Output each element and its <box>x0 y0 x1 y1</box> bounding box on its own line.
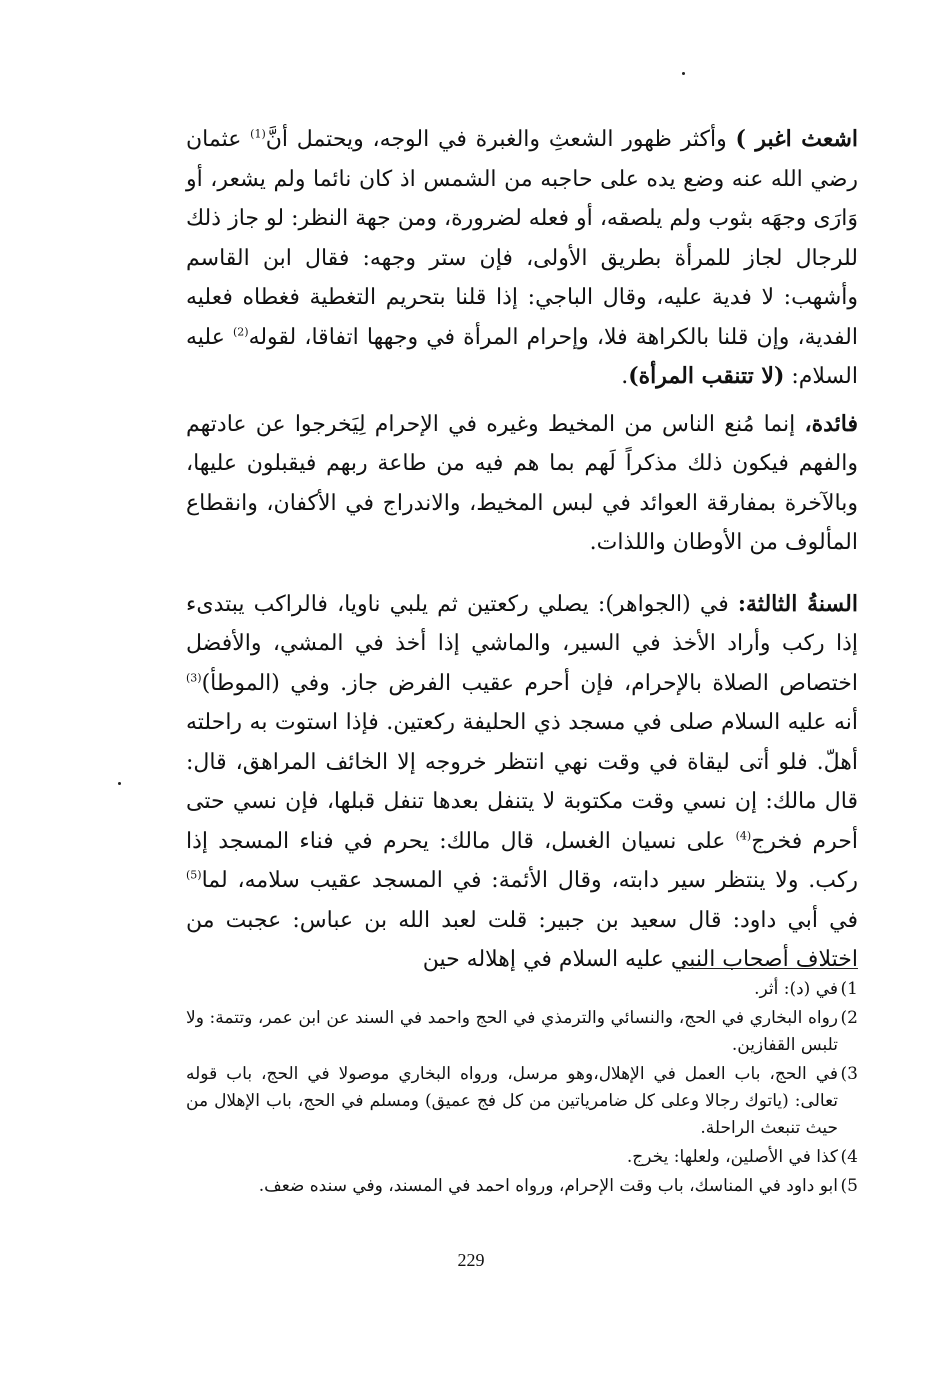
page-number: 229 <box>457 1250 485 1270</box>
footnote-number: 3) <box>840 1064 858 1084</box>
footnote-text: في (د): أثر. <box>754 979 838 999</box>
paragraph-3-text-b: أنه عليه السلام صلى في مسجد ذي الحليفة ركعتين. فإذا استوت به راحلته أهلّ. فلو أتى ليقاة في وقت نهي انتظر خروجه إلا الخائف المراهق، قال: قال مالك: إن نسي وقت مكتوبة لا يتنفل بعدها تنفل قبلها، فإن نسي حتى أحرم فخرج <box>186 710 858 854</box>
paragraph-1-text-c: عليه السلام: <box>186 324 858 389</box>
hadith-quote: (لا تتنقب المرأة) <box>628 363 785 389</box>
paragraph-1 <box>186 120 858 397</box>
paragraph-1-text-b: عثمان رضي الله عنه وضع يده على حاجبه من الشمس اذ كان نائما ولم يشعر، أو وَارَى وجهَه بثوب ولم يلصقه، أو فعله لضرورة، ومن جهة النظر: لو جاز ذلك للرجال لجاز للمرأة بطريق الأولى، فإن ستر وجهه: فقال ابن القاسم وأشهب: لا فدية عليه، وقال الباجي: إذا قلنا بتحريم التغطية فغطاه فعليه الفدية، وإن قلنا بالكراهة فلا، وإحرام المرأة في وجهها اتفاقا، لقوله <box>186 127 858 350</box>
footnote-text: ابو داود في المناسك، باب وقت الإحرام، ورواه احمد في المسند، وفي سنده ضعف. <box>258 1176 838 1196</box>
footnote-ref-2: (2) <box>232 325 249 339</box>
footnote-3 <box>186 1061 858 1142</box>
paragraph-2-text: إنما مُنع الناس من المخيط وغيره في الإحرام لِيَخرجوا عن عادتهم والفهم فيكون ذلك مذكراً لَهم بما هم فيه من طاعة ربهم فيقبلون عليها، وبالآخرة بمفارقة العوائد في لبس المخيط، والاندراج في الأكفان، وانقطاع المألوف من الأوطان واللذات. <box>186 411 858 555</box>
paragraph-1-lead: اشعث اغبر ) <box>735 126 858 152</box>
paragraph-2 <box>186 405 858 563</box>
footnote-number: 2) <box>840 1008 858 1028</box>
footnote-text: رواه البخاري في الحج، والنسائي والترمذي في الحج واحمد في السند عن ابن عمر، وتتمة: ولا تلبس القفازين. <box>186 1008 838 1055</box>
paragraph-1-text-a: وأكثر ظهور الشعثِ والغبرة في الوجه، ويحتمل أنَّ <box>265 127 736 152</box>
footnote-ref-1: (1) <box>250 127 266 141</box>
footnote-text: كذا في الأصلين، ولعلها: يخرج. <box>626 1147 838 1167</box>
section-heading: السنةُ الثالثة: <box>737 590 858 617</box>
paragraph-1-text-d: . <box>621 364 629 389</box>
main-text <box>186 120 858 980</box>
footnote-divider <box>682 968 858 969</box>
footnote-4 <box>186 1144 858 1171</box>
footnote-ref-3: (3) <box>186 671 202 685</box>
footnote-1 <box>186 976 858 1003</box>
footnotes <box>186 976 858 1202</box>
paragraph-3-text-c: على نسيان الغسل، قال مالك: يحرم في فناء المسجد إذا ركب. ولا ينتظر سير دابته، وقال الأئمة: في المسجد عقيب سلامه، لما <box>186 828 858 893</box>
footnote-number: 5) <box>840 1176 858 1196</box>
footnote-ref-4: (4) <box>735 829 752 843</box>
footnote-number: 1) <box>840 979 858 999</box>
footnote-5 <box>186 1173 858 1200</box>
scan-speck <box>682 72 685 75</box>
paragraph-3 <box>186 585 858 980</box>
footnote-2 <box>186 1005 858 1059</box>
footnote-number: 4) <box>840 1147 858 1167</box>
paragraph-3-text-d: في أبي داود: قال سعيد بن جبير: قلت لعبد الله بن عباس: عجبت من اختلاف أصحاب النبي عليه السلام في إهلاله حين <box>186 907 858 972</box>
paragraph-3-text-a: في (الجواهر): يصلي ركعتين ثم يلبي ناويا، فالراكب يبتدىء إذا ركب وأراد الأخذ في السير، والماشي إذا أخذ في المشي، والأفضل اختصاص الصلاة بالإحرام، فإن أحرم عقيب الفرض جاز. وفي (الموطأ) <box>186 591 858 696</box>
paragraph-2-lead: فائدة، <box>804 410 858 437</box>
footnote-ref-5: (5) <box>186 868 202 882</box>
footnote-text: في الحج، باب العمل في الإهلال،وهو مرسل، ورواه البخاري موصولا في الحج، باب قوله تعالى: (ياتوك رجالا وعلى كل ضامرياتين من كل فج عميق) ومسلم في الحج، باب الإهلال من حيث تنبعث الراحلة. <box>186 1064 838 1138</box>
scan-speck <box>118 782 121 785</box>
